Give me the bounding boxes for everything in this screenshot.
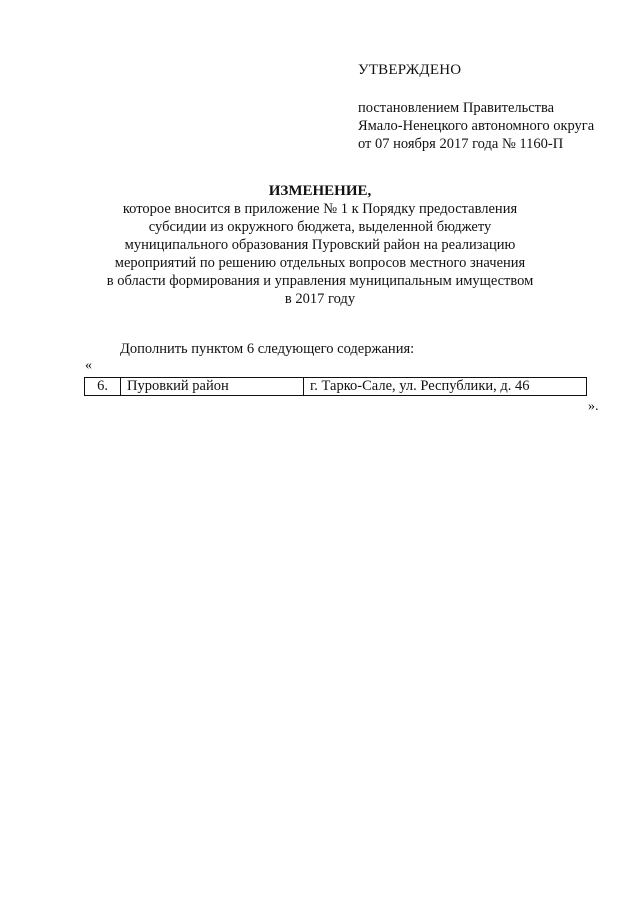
heading-line-1: которое вносится в приложение № 1 к Порядку предоставления	[122, 201, 518, 217]
approval-line-1: постановлением Правительства	[358, 100, 555, 116]
intro-text: Дополнить пунктом 6 следующего содержания:	[120, 341, 415, 357]
heading-line-4: мероприятий по решению отдельных вопросов местного значения	[114, 255, 526, 271]
approval-line-3: от 07 ноября 2017 года № 1160-П	[358, 136, 564, 152]
table-row	[85, 378, 587, 396]
opening-quote: «	[85, 358, 92, 373]
heading-line-3: муниципального образования Пуровский район на реализацию	[124, 237, 516, 253]
row-number-cell: 6.	[85, 378, 121, 396]
approval-title: УТВЕРЖДЕНО	[358, 62, 462, 78]
heading-line-5: в области формирования и управления муниципальным имуществом	[106, 273, 534, 289]
heading-line-2: субсидии из окружного бюджета, выделенной бюджету	[148, 219, 492, 235]
closing-quote: ».	[588, 399, 599, 414]
document-title: ИЗМЕНЕНИЕ,	[268, 183, 372, 199]
municipality-name-cell: Пуровкий район	[121, 378, 304, 396]
heading-line-6: в 2017 году	[284, 291, 356, 307]
address-cell: г. Тарко-Сале, ул. Республики, д. 46	[304, 378, 587, 396]
amendment-table	[84, 377, 587, 396]
approval-line-2: Ямало-Ненецкого автономного округа	[358, 118, 595, 134]
